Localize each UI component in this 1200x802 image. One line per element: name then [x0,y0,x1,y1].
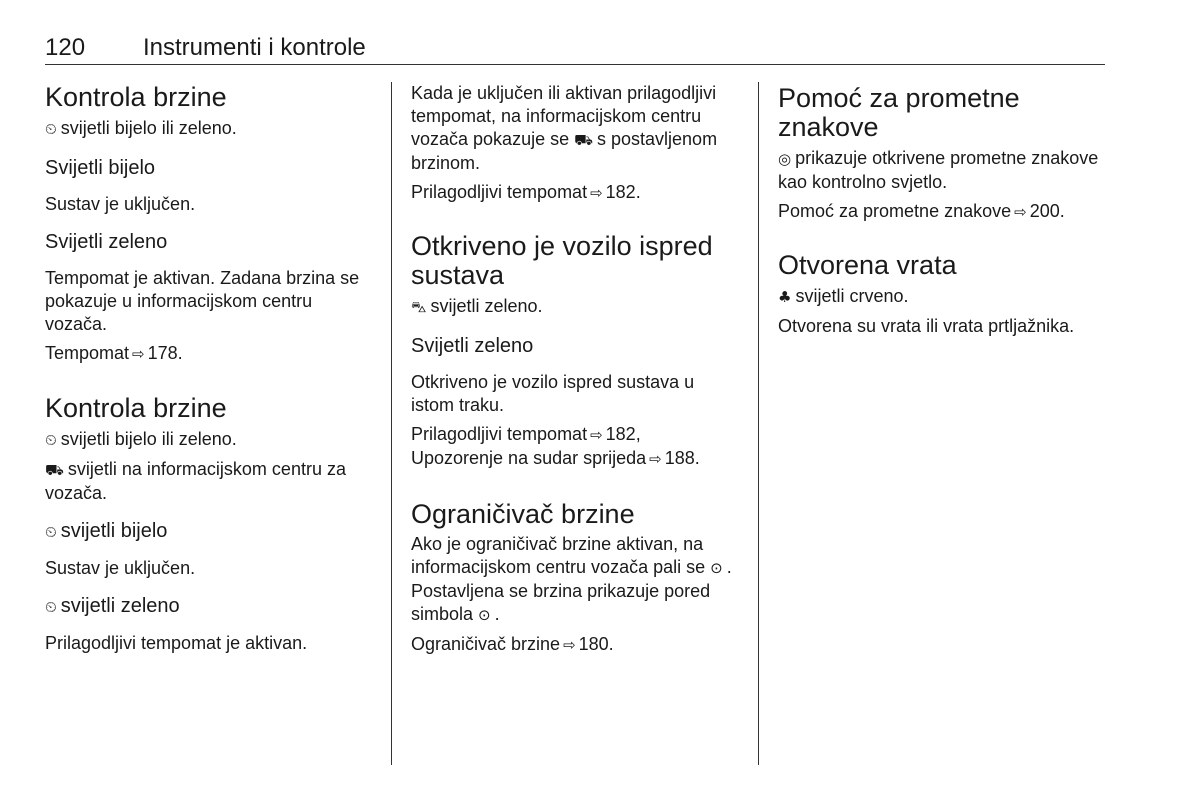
column-divider-left [391,82,392,765]
reference-arrow-icon: ⇨ [1014,203,1027,221]
heading-traffic-sign-assist: Pomoć za prometne znakove [778,83,1020,142]
cruise-reference[interactable]: Tempomat ⇨ 178. [45,343,183,363]
vehicle-ahead-text: Otkriveno je vozilo ispred sustava u istom traku. [411,372,695,415]
door-open-text: Otvorena su vrata ili vrata prtljažnika. [778,316,1075,336]
heading-cruise-control-2: Kontrola brzine [45,393,227,423]
vehicle-ahead-references[interactable]: Prilagodljivi tempomat ⇨ 182, Upozorenje na sudar sprijeda ⇨ 188. [411,424,700,468]
cruise-indicator-text: ⏲ svijetli bijelo ili zeleno. [45,118,237,138]
reference-arrow-icon: ⇨ [649,450,662,468]
white-text: Sustav je uključen. [45,194,196,214]
green-text: Tempomat je aktivan. Zadana brzina se pokazuje u informacijskom centru vozača. [45,268,360,334]
header-divider [45,64,1105,65]
cruise-control-icon: ⏲ [45,598,57,616]
vehicle-ahead-indicator: ⛍ svijetli zeleno. [411,296,543,316]
reference-arrow-icon: ⇨ [590,184,603,202]
speed-limiter-icon: ⊙ [478,606,491,624]
heading-cruise-control: Kontrola brzine [45,82,227,112]
heading-door-open: Otvorena vrata [778,250,957,280]
white-text-2: Sustav je uključen. [45,558,196,578]
reference-arrow-icon: ⇨ [590,426,603,444]
cruise-control-icon: ⏲ [45,120,57,138]
section-title: Instrumenti i kontrole [143,34,366,61]
cruise-control-icon: ⏲ [45,431,57,449]
page-header [45,34,1105,64]
door-open-indicator: ♣ svijetli crveno. [778,286,909,306]
speed-limiter-reference[interactable]: Ograničivač brzine ⇨ 180. [411,634,614,654]
adaptive-reference[interactable]: Prilagodljivi tempomat ⇨ 182. [411,182,641,202]
subheading-white: Svijetli bijelo [45,157,156,179]
car-ahead-icon: ⛍ [411,298,427,316]
green-text-2: Prilagodljivi tempomat je aktivan. [45,633,308,653]
heading-speed-limiter: Ograničivač brzine [411,499,635,529]
column-1 [45,82,375,655]
speed-limiter-text: Ako je ograničivač brzine aktivan, na informacijskom centru vozača pali se ⊙ . Postavljena se brzina prikazuje pored simbola ⊙ . [411,534,732,624]
adaptive-indicator-text: ⛟ svijetli na informacijskom centru za vozača. [45,459,346,503]
adaptive-cruise-icon: ⛟ [574,131,593,149]
reference-arrow-icon: ⇨ [563,636,576,654]
reference-arrow-icon: ⇨ [132,345,145,363]
subheading-white-2: ⏲ svijetli bijelo [45,520,168,542]
cruise-indicator-text-2: ⏲ svijetli bijelo ili zeleno. [45,429,237,449]
cruise-control-icon: ⏲ [45,523,57,541]
subheading-green-3: Svijetli zeleno [411,335,534,357]
door-open-icon: ♣ [778,288,792,306]
adaptive-cruise-icon: ⛟ [45,461,64,479]
column-3 [778,80,1108,338]
speed-limiter-icon: ⊙ [710,559,723,577]
page-number: 120 [45,34,86,61]
column-2 [411,80,741,657]
traffic-sign-reference[interactable]: Pomoć za prometne znakove ⇨ 200. [778,201,1065,221]
subheading-green-2: ⏲ svijetli zeleno [45,595,180,617]
adaptive-intro: Kada je uključen ili aktivan prilagodljivi tempomat, na informacijskom centru vozača pokazuje se ⛟ s postavljenom brzinom. [411,83,718,173]
traffic-sign-text: ◎ prikazuje otkrivene prometne znakove kao kontrolno svjetlo. [778,148,1099,192]
subheading-green: Svijetli zeleno [45,231,168,253]
column-divider-right [758,82,759,765]
traffic-sign-icon: ◎ [778,150,792,168]
heading-vehicle-ahead: Otkriveno je vozilo ispred sustava [411,231,713,290]
